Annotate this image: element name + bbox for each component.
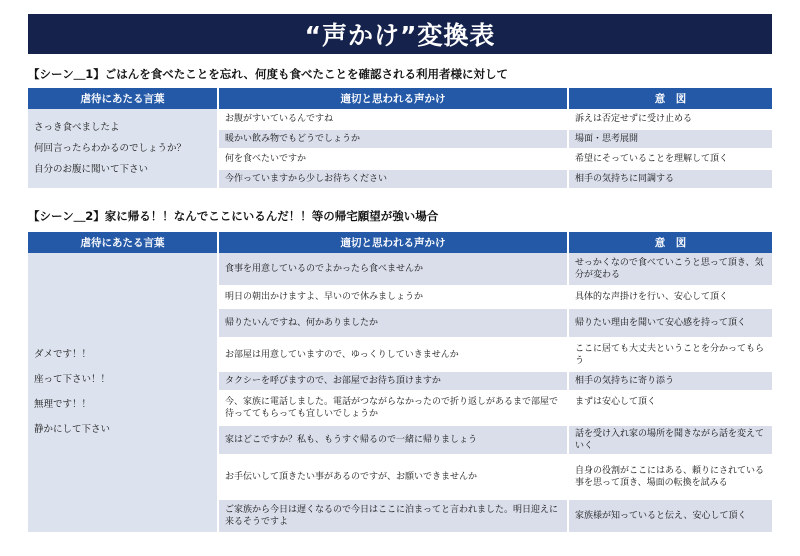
abuse-word: 自分のお腹に聞いて下さい <box>34 163 149 175</box>
phrase-cell: 暖かい飲み物でもどうでしょうか <box>218 129 568 149</box>
scene-2-heading: 【シーン＿2】家に帰る！！なんでここにいるんだ！！等の帰宅願望が強い場合 <box>28 209 439 223</box>
phrase-cell: お部屋は用意していますので、ゆっくりしていきませんか <box>218 338 568 371</box>
phrase-cell: お手伝いして頂きたい事があるのですが、お願いできませんか <box>218 455 568 499</box>
table-header-row <box>28 232 772 253</box>
header-appropriate: 適切と思われる声かけ <box>218 88 568 109</box>
phrase-cell: お腹がすいているんですね <box>218 109 568 129</box>
header-abuse: 虐待にあたる言葉 <box>28 232 218 253</box>
intent-cell: 相手の気持ちに同調する <box>568 169 772 189</box>
phrase-cell: ご家族から今日は遅くなるので今日はここに泊まってと言われました。明日迎えに来るそうですよ <box>218 499 568 533</box>
abuse-word: 無理です！！ <box>34 399 92 410</box>
table-row <box>28 253 772 286</box>
abuse-word: ダメです！！ <box>34 349 92 360</box>
phrase-cell: 今作っていますから少しお待ちください <box>218 169 568 189</box>
abuse-word: 座って下さい！！ <box>34 374 111 385</box>
intent-cell: 訴えは否定せずに受け止める <box>568 109 772 129</box>
phrase-cell: 明日の朝出かけますよ、早いので休みましょうか <box>218 286 568 308</box>
scene-2-table <box>28 232 772 534</box>
abuse-words-cell <box>28 109 218 189</box>
intent-cell: 家族様が知っていると伝え、安心して頂く <box>568 499 772 533</box>
scene-1-table <box>28 88 772 190</box>
scene-1-heading: 【シーン＿1】ごはんを食べたことを忘れ、何度も食べたことを確認される利用者様に対して <box>28 67 508 81</box>
intent-cell: 希望にそっていることを理解して頂く <box>568 149 772 169</box>
page-title: “声かけ”変換表 <box>28 14 772 54</box>
header-abuse: 虐待にあたる言葉 <box>28 88 218 109</box>
abuse-word: 何回言ったらわかるのでしょうか？ <box>34 142 187 154</box>
intent-cell: せっかくなので食べていこうと思って頂き、気分が変わる <box>568 253 772 286</box>
header-meaning: 意 図 <box>568 232 772 253</box>
phrase-cell: 家はどこですか？私も、もうすぐ帰るので一緒に帰りましょう <box>218 425 568 455</box>
phrase-cell: 帰りたいんですね、何かありましたか <box>218 308 568 338</box>
intent-cell: 場面・思考展開 <box>568 129 772 149</box>
phrase-cell: 今、家族に電話しました。電話がつながらなかったので折り返しがあるまで部屋で待っててもらっても宜しいでしょうか <box>218 391 568 425</box>
phrase-cell: タクシーを呼びますので、お部屋でお待ち頂けますか <box>218 371 568 391</box>
header-meaning: 意 図 <box>568 88 772 109</box>
table-header-row <box>28 88 772 109</box>
phrase-cell: 何を食べたいですか <box>218 149 568 169</box>
intent-cell: 帰りたい理由を聞いて安心感を持って頂く <box>568 308 772 338</box>
header-appropriate: 適切と思われる声かけ <box>218 232 568 253</box>
intent-cell: まずは安心して頂く <box>568 391 772 425</box>
phrase-cell: 食事を用意しているのでよかったら食べませんか <box>218 253 568 286</box>
intent-cell: 相手の気持ちに寄り添う <box>568 371 772 391</box>
abuse-words-cell <box>28 253 218 533</box>
intent-cell: 具体的な声掛けを行い、安心して頂く <box>568 286 772 308</box>
abuse-word: 静かにして下さい <box>34 424 111 435</box>
table-row <box>28 109 772 129</box>
intent-cell: 話を受け入れ家の場所を聞きながら話を変えていく <box>568 425 772 455</box>
intent-cell: ここに居ても大丈夫ということを分かってもらう <box>568 338 772 371</box>
intent-cell: 自身の役割がここにはある、頼りにされている事を思って頂き、場面の転換を試みる <box>568 455 772 499</box>
abuse-word: さっき食べましたよ <box>34 121 120 133</box>
